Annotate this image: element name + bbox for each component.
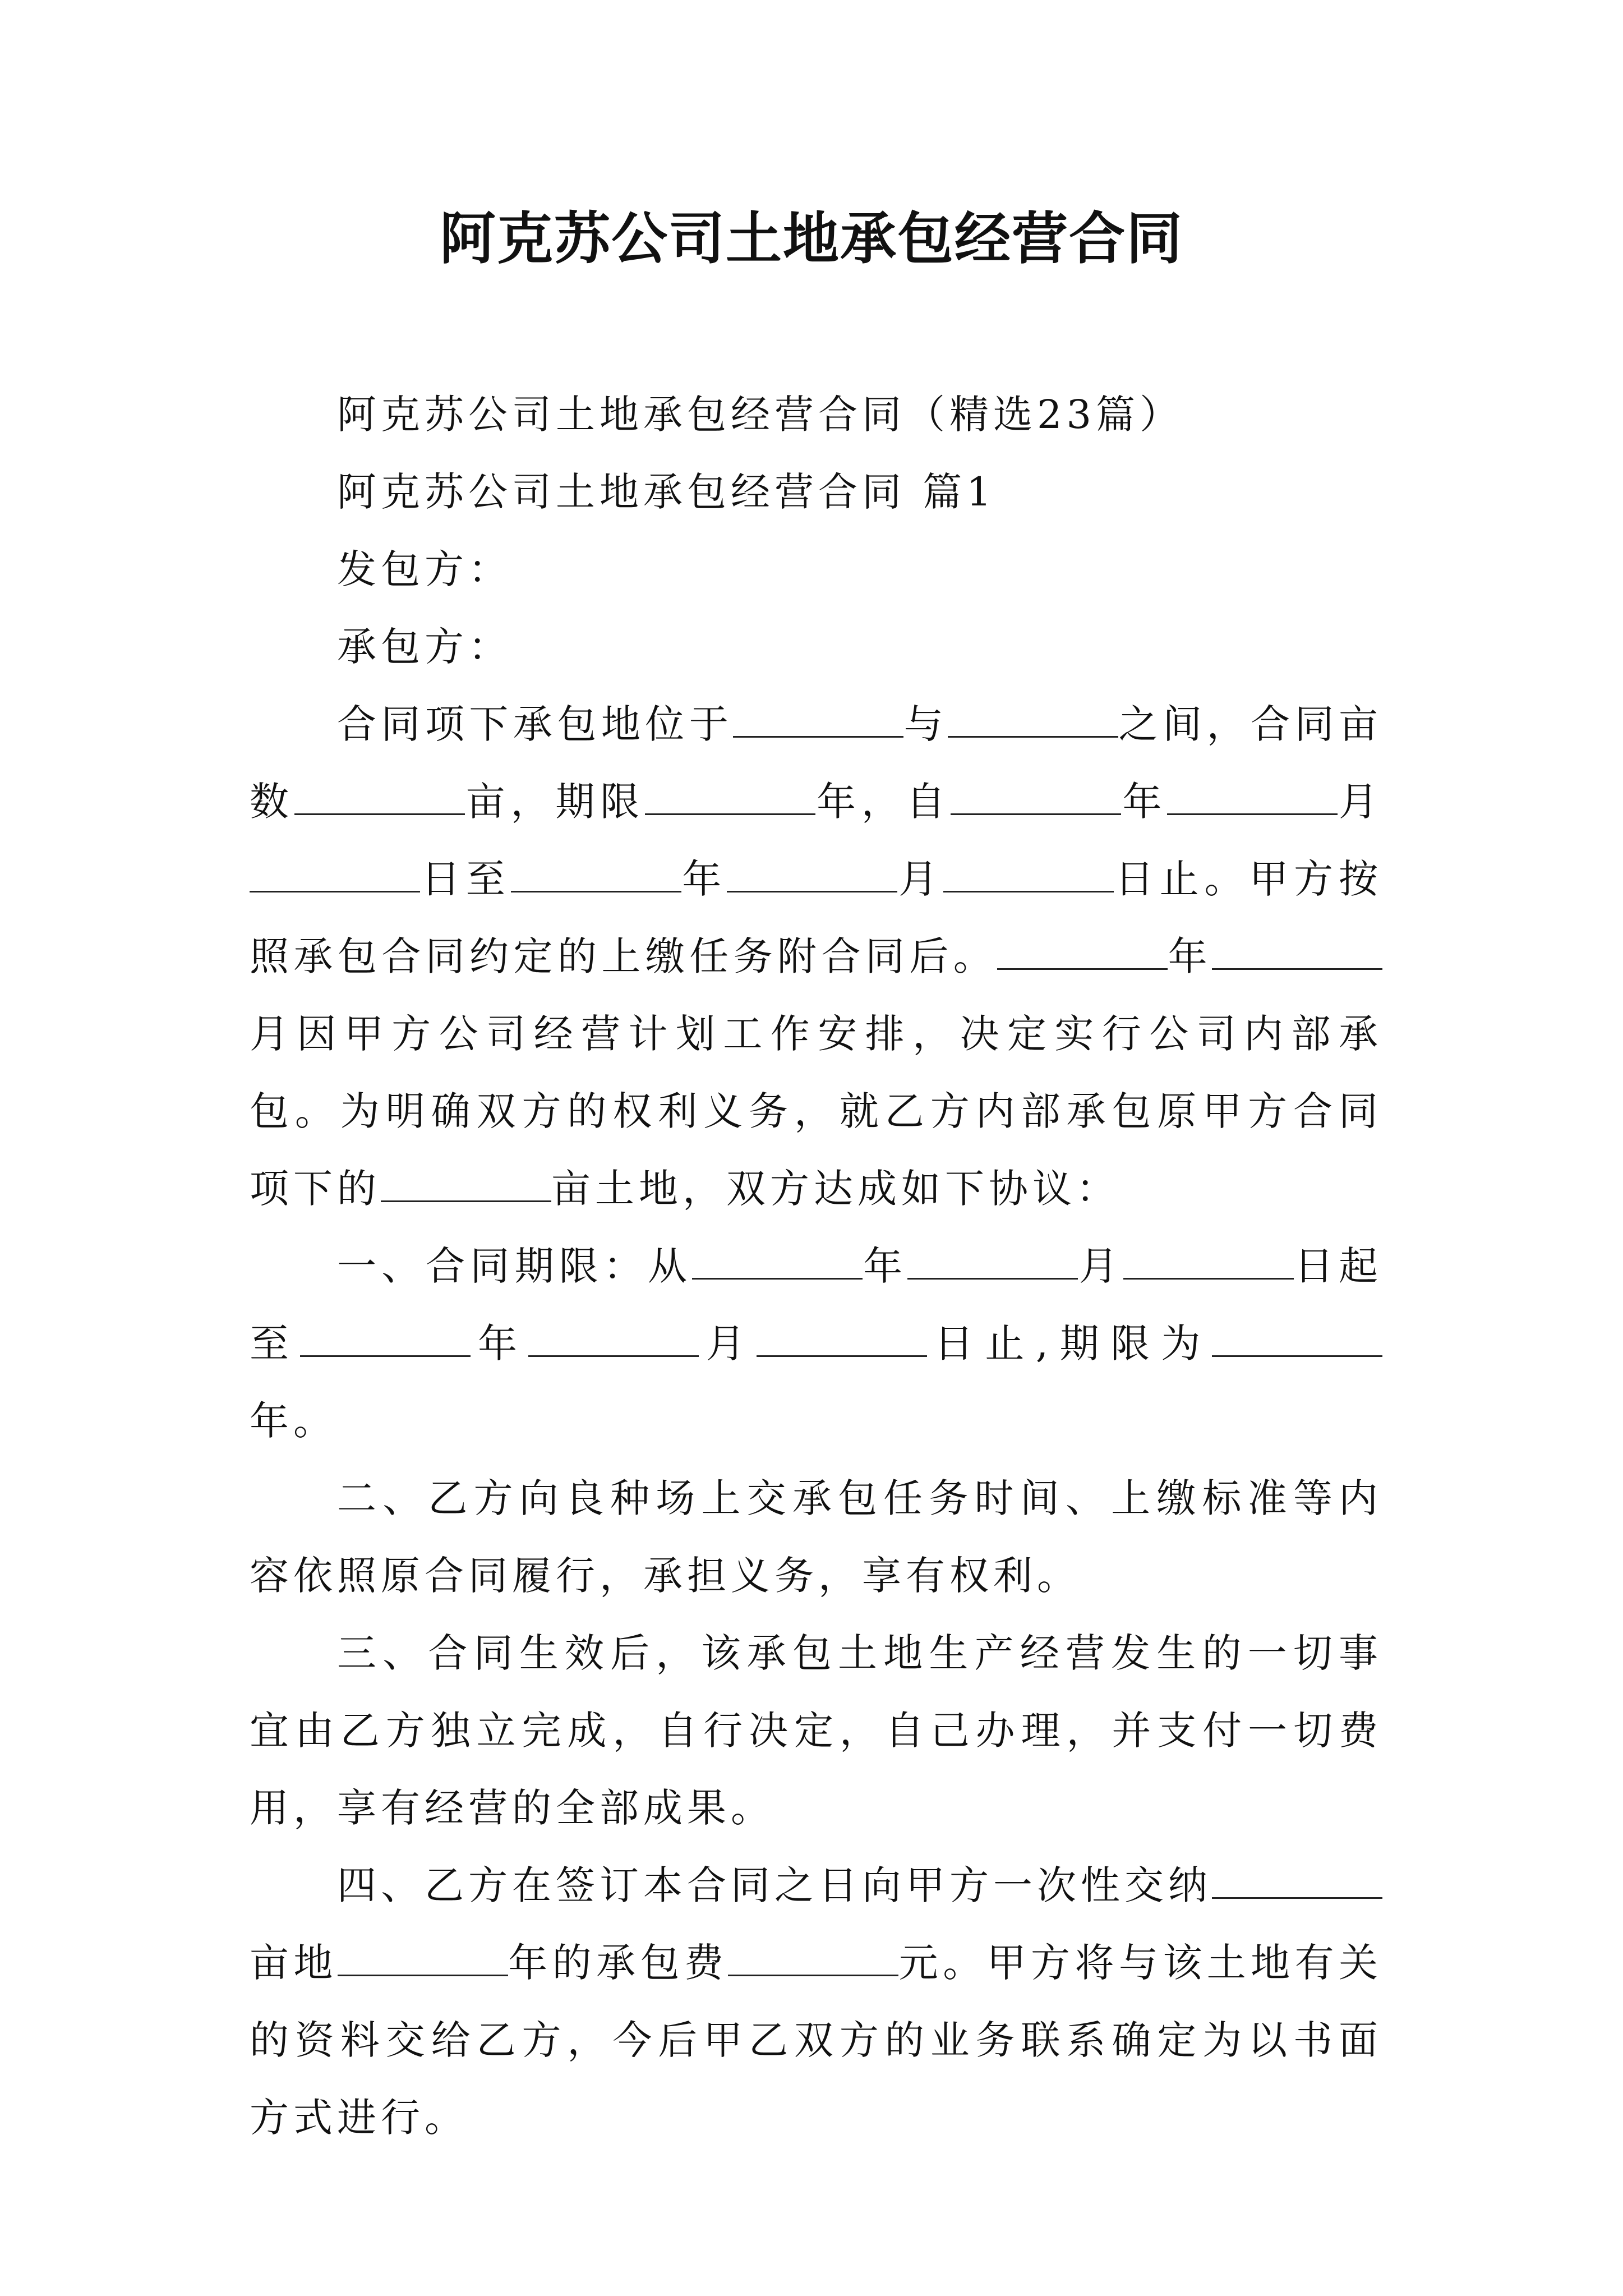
paragraph-contractor: 承包方： [337, 624, 512, 670]
fill-in-blank [1167, 783, 1338, 815]
paragraph-clause-4: 四、乙方在签订本合同之日向甲方一次性交纳亩地 年的承包费 元。甲方将与该土地有关的资料交给乙方，今后甲乙双方的业务联系确定为以书面方式进行。 [250, 1862, 1383, 2141]
fill-in-blank [692, 1248, 863, 1280]
fill-in-blank [727, 861, 897, 892]
paragraph-issuer: 发包方： [337, 546, 512, 592]
fill-in-blank [250, 861, 420, 892]
fill-in-blank [951, 783, 1121, 815]
fill-in-blank [1212, 1325, 1382, 1357]
fill-in-blank [948, 706, 1118, 738]
paragraph-clause-3: 三、合同生效后，该承包土地生产经营发生的一切事宜由乙方独立完成，自行决定，自己办理，并支付一切费用，享有经营的全部成果。 [250, 1630, 1382, 1831]
fill-in-blank [733, 706, 903, 738]
paragraph-clause-2: 二、乙方向良种场上交承包任务时间、上缴标准等内容依照原合同履行，承担义务，享有权利。 [250, 1475, 1382, 1599]
fill-in-blank [943, 861, 1114, 892]
paragraph-clause-1: 一、合同期限：从 年 月 日起至 年 月 日止,期限为年。 [250, 1243, 1383, 1444]
fill-in-blank [645, 783, 815, 815]
fill-in-blank [757, 1325, 927, 1357]
fill-in-blank [294, 783, 465, 815]
paragraph-preamble: 合同项下承包地位于 与 之间，合同亩数 亩，期限 年，自 年 月日至 年 月 日止。甲方按照承包合同约定的上缴任务附合同后。 年月因甲方公司经营计划工作安排，决定实行公司内部承包。为明确双方的权利义务，就乙方内部承包原甲方合同项下的 亩土地，双方达成如下协议： [250, 701, 1383, 1212]
fill-in-blank [1212, 1867, 1382, 1899]
fill-in-blank [381, 1170, 551, 1202]
fill-in-blank [997, 938, 1168, 970]
fill-in-blank [300, 1325, 471, 1357]
document-title: 阿克苏公司土地承包经营合同 [440, 205, 1183, 272]
paragraph-subtitle: 阿克苏公司土地承包经营合同（精选23篇） [337, 392, 1184, 438]
fill-in-blank [907, 1248, 1078, 1280]
document-body [250, 376, 1382, 2156]
fill-in-blank [338, 1944, 508, 1976]
paragraph-section-heading: 阿克苏公司土地承包经营合同 篇1 [337, 469, 996, 515]
fill-in-blank [511, 861, 681, 892]
fill-in-blank [528, 1325, 699, 1357]
fill-in-blank [728, 1944, 898, 1976]
fill-in-blank [1123, 1248, 1294, 1280]
fill-in-blank [1212, 938, 1382, 970]
